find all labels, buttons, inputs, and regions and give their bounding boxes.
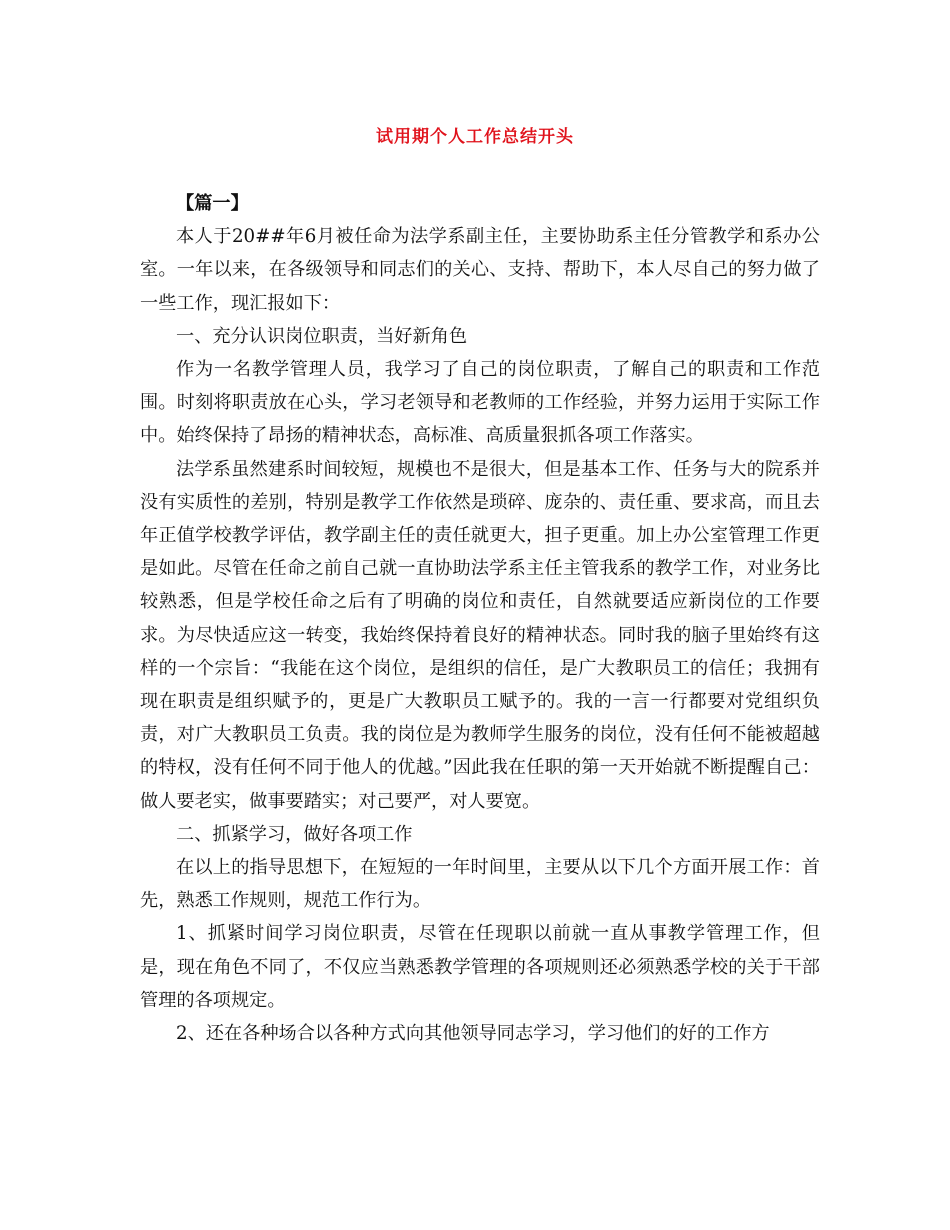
section-heading: 一、充分认识岗位职责，当好新角色 <box>176 325 468 347</box>
body-paragraph: 在以上的指导思想下，在短短的一年时间里，主要从以下几个方面开展工作：首先，熟悉工作规则，规范工作行为。 <box>140 857 820 912</box>
list-paragraph: 2、还在各种场合以各种方式向其他领导同志学习，学习他们的好的工作方 <box>176 1023 770 1045</box>
document-title: 试用期个人工作总结开头 <box>376 127 574 147</box>
document-body <box>140 187 820 1050</box>
body-paragraph: 作为一名教学管理人员，我学习了自己的岗位职责，了解自己的职责和工作范围。时刻将职责放在心头，学习老领导和老教师的工作经验，并努力运用于实际工作中。始终保持了昂扬的精神状态，高标准、高质量狠抓各项工作落实。 <box>140 359 820 447</box>
section-label: 【篇一】 <box>176 193 249 214</box>
section-heading: 二、抓紧学习，做好各项工作 <box>176 823 413 845</box>
list-paragraph: 1、抓紧时间学习岗位职责，尽管在任现职以前就一直从事教学管理工作，但是，现在角色不同了，不仅应当熟悉教学管理的各项规则还必须熟悉学校的关于干部管理的各项规定。 <box>140 923 820 1011</box>
body-paragraph: 本人于20##年6月被任命为法学系副主任，主要协助系主任分管教学和系办公室。一年以来，在各级领导和同志们的关心、支持、帮助下，本人尽自己的努力做了一些工作，现汇报如下： <box>140 226 820 314</box>
body-paragraph: 法学系虽然建系时间较短，规模也不是很大，但是基本工作、任务与大的院系并没有实质性的差别，特别是教学工作依然是琐碎、庞杂的、责任重、要求高，而且去年正值学校教学评估，教学副主任的责任就更大，担子更重。加上办公室管理工作更是如此。尽管在任命之前自己就一直协助法学系主任主管我系的教学工作，对业务比较熟悉，但是学校任命之后有了明确的岗位和责任，自然就要适应新岗位的工作要求。为尽快适应这一转变，我始终保持着良好的精神状态。同时我的脑子里始终有这样的一个宗旨：“我能在这个岗位，是组织的信任，是广大教职员工的信任；我拥有现在职责是组织赋予的，更是广大教职员工赋予的。我的一言一行都要对党组织负责，对广大教职员工负责。我的岗位是为教师学生服务的岗位，没有任何不能被超越的特权，没有任何不同于他人的优越。”因此我在任职的第一天开始就不断提醒自己：做人要老实，做事要踏实；对己要严，对人要宽。 <box>140 458 820 812</box>
